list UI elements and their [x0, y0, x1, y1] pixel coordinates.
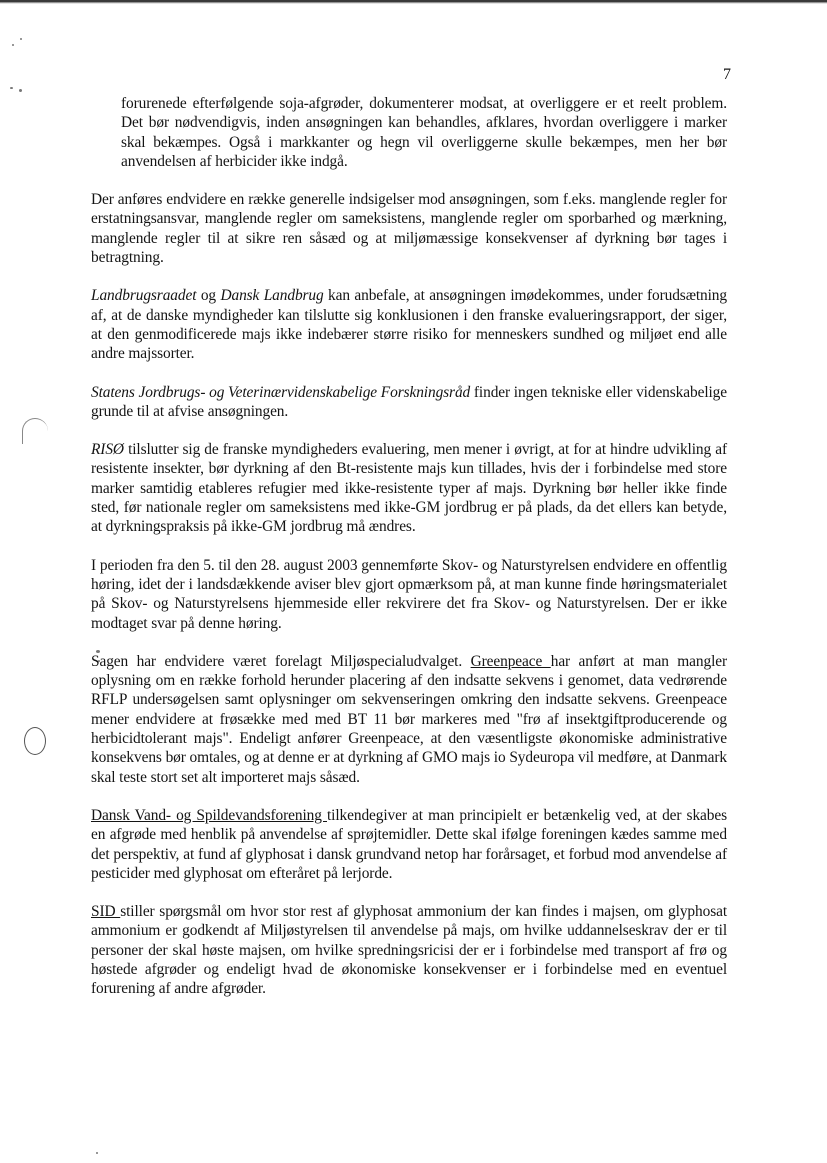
paragraph-text: forurenede efterfølgende soja-afgrøder, dokumenterer modsat, at overliggere er et reelt problem. Det bør nødvendigvis, inden ansøgningen kan behandles, afklares, hvordan overliggere i marker skal bekæmpes. Også i markkanter og hegn vil overliggerne skulle bekæmpes, men her bør anvendelsen af herbicider ikke indgå.: [121, 95, 727, 170]
paragraph-offentlig-hoering: [91, 556, 727, 633]
paragraph-text: Sagen har endvidere været forelagt Miljøspecialudvalget.: [91, 652, 471, 670]
organisation-name: Greenpeace: [470, 652, 551, 670]
paragraph-overliggere: [121, 94, 727, 171]
punch-hole-mark: [24, 727, 46, 755]
scan-top-edge: [0, 0, 827, 4]
paragraph-text: Der anføres endvidere en række generelle indsigelser mod ansøgningen, som f.eks. manglende regler for erstatningsansvar, manglende regler om sameksistens, manglende regler om sporbarhed og mærkning, manglende regler til at sikre ren såsæd og at miljømæssige konsekvenser af dyrkning bør tages i betragtning.: [91, 191, 727, 267]
paragraph-generelle-indsigelser: [91, 190, 727, 267]
organisation-name: SID: [91, 903, 121, 921]
paragraph-text: I perioden fra den 5. til den 28. august 2003 gennemførte Skov- og Naturstyrelsen endvidere en offentlig høring, idet der i landsdækkende aviser blev gjort opmærksom på, at man kunne finde høringsmaterialet på Skov- og Naturstyrelsens hjemmeside eller rekvirere det fra Skov- og Naturstyrelsen. Der er ikke modtaget svar på denne høring.: [91, 556, 727, 632]
document-body: [91, 94, 727, 1018]
paragraph-sid: [91, 902, 727, 998]
page-number: 7: [723, 66, 731, 83]
paragraph-text: og: [196, 287, 221, 305]
paragraph-text: tilslutter sig de franske myndigheders evaluering, men mener i øvrigt, at for at hindre udvikling af resistente insekter, bør dyrkning af den Bt-resistente majs kun tillades, hvis der i forbindelse med store marker samtidig etableres refugier med ikke-resistente typer af majs. Dyrkning bør heller ikke finde sted, før nationale regler om sameksistens med ikke-GM jordbrug er på plads, da det ellers kan betyde, at dyrkningspraksis på ikke-GM jordbrug må ændres.: [91, 441, 727, 536]
paragraph-dansk-vand: [91, 806, 727, 883]
scan-artifact: [22, 418, 48, 444]
scan-speck: [19, 89, 22, 92]
paragraph-riso: [91, 440, 727, 536]
paragraph-forskningsraad: [91, 383, 727, 422]
organisation-name: Dansk Vand- og Spildevandsforening: [91, 806, 327, 824]
scan-speck: [96, 1152, 98, 1154]
paragraph-text: har anført at man mangler oplysning om en række forhold herunder placering af den indsatte sekvens i genomet, data vedrørende RFLP undersøgelsen samt oplysninger om sekvenseringen omkring den indsatte sekvens. Greenpeace mener endvidere at frøsække med med BT 11 bør markeres med "frø af insektgiftproducerende og herbicidtolerant majs". Endeligt anfører Greenpeace, at den væsentligste økonomiske administrative konsekvens bør omtales, og at denne er at dyrkning af GMO majs io Sydeuropa vil medføre, at Danmark skal teste stort set alt importeret majs såsæd.: [91, 652, 727, 786]
paragraph-text: stiller spørgsmål om hvor stor rest af glyphosat ammonium der kan findes i majsen, om glyphosat ammonium er godkendt af Miljøstyrelsen til anvendelse på majs, om hvilke uddannelseskrav der er til personer der skal høste majsen, om hvilke spredningsricisi der er i forbindelse med transport af frø og høstede afgrøder og endeligt hvad de økonomiske konsekvenser er i forbindelse med en eventuel forurening af andre afgrøder.: [91, 903, 727, 998]
scan-speck: [20, 38, 22, 40]
organisation-name: Statens Jordbrugs- og Veterinærvidenskabelige Forskningsråd: [91, 383, 471, 401]
organisation-name: RISØ: [91, 441, 124, 459]
paragraph-text: kan anbefale, at ansøgningen imødekommes, under forudsætning af, at de danske myndigheder kan tilslutte sig konklusionen i den franske evalueringsrapport, der siger, at den genmodificerede majs ikke indebærer større risiko for menneskers sundhed og miljøet end alle andre majssorter.: [91, 287, 728, 363]
scan-speck: [10, 87, 13, 89]
paragraph-text: tilkendegiver at man principielt er betænkelig ved, at der skabes en afgrøde med henblik på anvendelse af sprøjtemidler. Dette skal ifølge foreningen kædes samme med det perspektiv, at fund af glyphosat i dansk grundvand netop har forårsaget, et forbud mod anvendelse af pesticider med glyphosat om efteråret på lerjorde.: [91, 806, 727, 882]
organisation-name: Landbrugsraadet: [91, 287, 197, 305]
organisation-name: Dansk Landbrug: [220, 287, 324, 305]
paragraph-landbrugsraadet: [91, 286, 727, 363]
paragraph-text: finder ingen tekniske eller videnskabelige grunde til at afvise ansøgningen.: [91, 383, 727, 420]
scan-speck: [12, 44, 14, 46]
paragraph-greenpeace: [91, 652, 727, 787]
